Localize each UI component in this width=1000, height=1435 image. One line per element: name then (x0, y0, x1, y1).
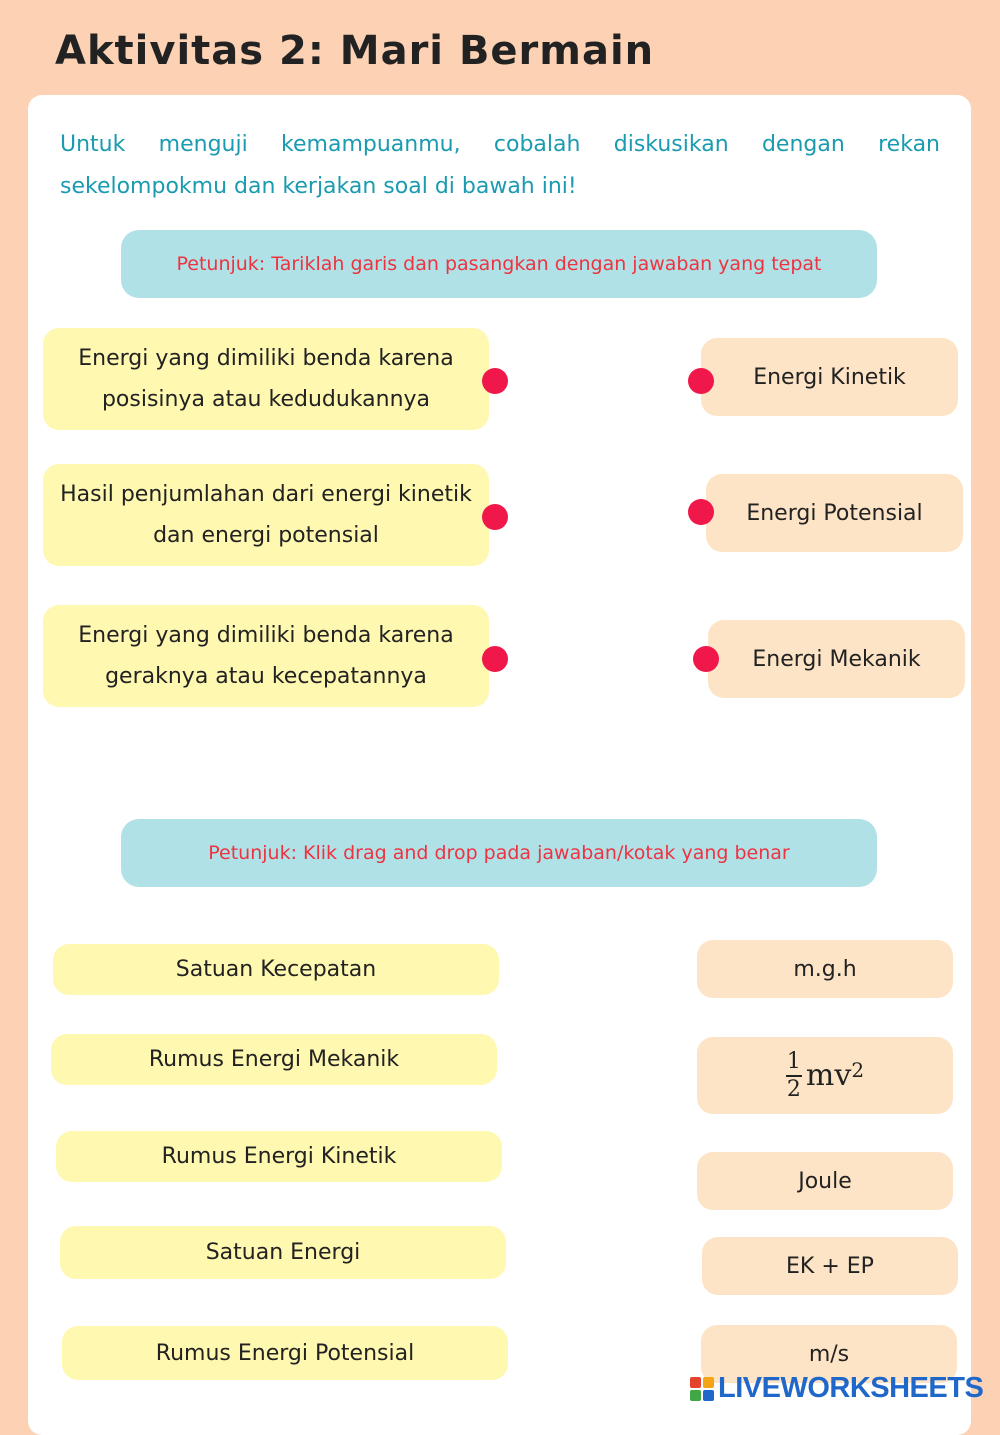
logo-squares-icon (690, 1377, 714, 1401)
match-dot-question-2[interactable] (482, 504, 508, 530)
matching-question-2: Hasil penjumlahan dari energi kinetik dan energi potensial (43, 464, 489, 566)
matching-answer-1: Energi Kinetik (701, 338, 958, 416)
drag-option-half-mv-squared[interactable] (697, 1037, 953, 1114)
matching-instruction: Petunjuk: Tariklah garis dan pasangkan dengan jawaban yang tepat (121, 230, 877, 298)
kinetic-energy-formula (786, 1049, 864, 1103)
liveworksheets-logo (690, 1372, 983, 1405)
logo-text: LIVEWORKSHEETS (718, 1372, 984, 1404)
drag-option-joule[interactable]: Joule (697, 1152, 953, 1210)
logo-square-orange (703, 1377, 714, 1388)
page-title: Aktivitas 2: Mari Bermain (55, 28, 655, 74)
fraction-numerator: 1 (786, 1048, 801, 1074)
formula-exponent: 2 (851, 1057, 865, 1082)
drag-option-mgh[interactable]: m.g.h (697, 940, 953, 998)
logo-square-green (690, 1390, 701, 1401)
match-dot-question-1[interactable] (482, 368, 508, 394)
drop-target-rumus-energi-mekanik[interactable]: Rumus Energi Mekanik (51, 1034, 497, 1085)
intro-text: Untuk menguji kemampuanmu, cobalah diskusikan dengan rekan sekelompokmu dan kerjakan soal di bawah ini! (60, 132, 940, 199)
matching-answer-3: Energi Mekanik (708, 620, 965, 698)
matching-answer-2: Energi Potensial (706, 474, 963, 552)
drop-target-satuan-energi[interactable]: Satuan Energi (60, 1226, 506, 1279)
matching-question-3: Energi yang dimiliki benda karena geraknya atau kecepatannya (43, 605, 489, 707)
match-dot-answer-2[interactable] (688, 499, 714, 525)
fraction-one-half (786, 1049, 802, 1103)
drop-target-rumus-energi-potensial[interactable]: Rumus Energi Potensial (62, 1326, 508, 1380)
logo-square-blue (703, 1390, 714, 1401)
match-dot-question-3[interactable] (482, 646, 508, 672)
drag-option-m-per-s[interactable]: m/s (701, 1325, 957, 1383)
dragdrop-instruction: Petunjuk: Klik drag and drop pada jawaban/kotak yang benar (121, 819, 877, 887)
match-dot-answer-1[interactable] (688, 368, 714, 394)
drop-target-rumus-energi-kinetik[interactable]: Rumus Energi Kinetik (56, 1131, 502, 1182)
drag-option-ek-ep[interactable]: EK + EP (702, 1237, 958, 1295)
matching-question-1: Energi yang dimiliki benda karena posisinya atau kedudukannya (43, 328, 489, 430)
drop-target-satuan-kecepatan[interactable]: Satuan Kecepatan (53, 944, 499, 995)
logo-square-red (690, 1377, 701, 1388)
match-dot-answer-3[interactable] (693, 646, 719, 672)
formula-mv: mv (805, 1058, 852, 1093)
fraction-denominator: 2 (786, 1076, 801, 1102)
